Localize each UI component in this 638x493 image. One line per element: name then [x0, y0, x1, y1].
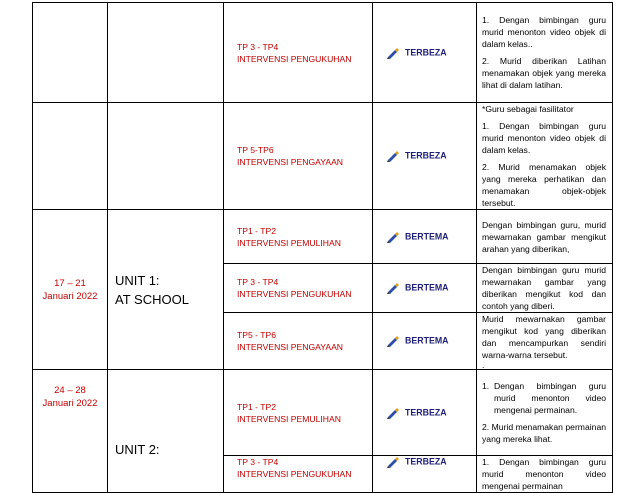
approach-cell: [373, 456, 477, 493]
week-cell: [33, 210, 108, 370]
tp-range: TP 3 - TP4: [237, 457, 279, 467]
activity-text: 1. Dengan bimbingan guru murid menonton video objek di dalam kelas.: [482, 121, 606, 155]
week-cell: [33, 370, 108, 493]
tp-intervention: INTERVENSI PENGAYAAN: [237, 157, 344, 167]
approach-cell: [373, 210, 477, 264]
approach-label: BERTEMA: [405, 282, 449, 293]
unit-cell: [108, 210, 224, 370]
approach-label: BERTEMA: [405, 230, 449, 241]
approach-cell: [373, 103, 477, 210]
tp-cell: [224, 456, 373, 493]
approach-label: TERBEZA: [405, 406, 447, 417]
activity-text: Dengan bimbingan guru murid menonton video mengenai permainan.: [494, 381, 606, 415]
approach-label: TERBEZA: [405, 150, 447, 161]
activity-text: 1. Dengan bimbingan guru murid menonton video mengenai permainan: [482, 457, 606, 491]
activity-list-item: [482, 380, 606, 416]
activity-text: .: [482, 360, 485, 370]
approach-cell: [373, 313, 477, 370]
tp-cell: [224, 370, 373, 456]
pen-icon: [386, 407, 400, 419]
approach-cell: [373, 370, 477, 456]
activity-cell: [477, 456, 613, 493]
activity-text: Dengan bimbingan guru murid mewarnakan gambar yang diberikan mengikut kod dan contoh yang diberi.: [482, 265, 606, 311]
pen-icon: [386, 282, 400, 294]
activity-cell: [477, 264, 613, 313]
week-month: Januari 2022: [42, 398, 98, 409]
table-row: [33, 370, 613, 456]
activity-text: 2. Murid menamakan permainan yang mereka lihat.: [482, 422, 606, 444]
activity-text: 2. Murid diberikan Latihan menamakan objek yang mereka lihat di dalam latihan.: [482, 56, 606, 90]
activity-text: 1. Dengan bimbingan guru murid menonton video objek di dalam kelas..: [482, 15, 606, 49]
unit-cell: [108, 370, 224, 493]
week-cell: [33, 3, 108, 103]
tp-intervention: INTERVENSI PENGAYAAN: [237, 342, 344, 352]
lesson-plan-table: [32, 2, 613, 493]
activity-cell: [477, 313, 613, 370]
pen-icon: [386, 150, 400, 162]
tp-intervention: INTERVENSI PEMULIHAN: [237, 237, 341, 248]
activity-text: Dengan bimbingan guru, murid mewarnakan gambar mengikut arahan yang diberikan,: [482, 219, 606, 254]
unit-title: AT SCHOOL: [115, 291, 189, 307]
pen-icon: [386, 231, 400, 243]
week-range: 24 – 28: [54, 385, 86, 396]
tp-range: TP 5-TP6: [237, 145, 274, 155]
tp-intervention: INTERVENSI PENGUKUHAN: [237, 469, 352, 479]
unit-number: UNIT 1:: [115, 272, 160, 288]
activity-cell: [477, 370, 613, 456]
tp-range: TP1 - TP2: [237, 225, 277, 236]
activity-cell: [477, 3, 613, 103]
tp-intervention: INTERVENSI PENGUKUHAN: [237, 289, 352, 299]
approach-label: TERBEZA: [405, 46, 447, 57]
pen-icon: [386, 335, 400, 347]
tp-cell: [224, 103, 373, 210]
tp-cell: [224, 3, 373, 103]
week-month: Januari 2022: [42, 290, 98, 302]
approach-label: TERBEZA: [405, 456, 447, 467]
activity-text: 2. Murid menamakan objek yang mereka perhatikan dan menamakan objek-objek tersebut.: [482, 162, 606, 208]
unit-cell: [108, 103, 224, 210]
pen-icon: [386, 47, 400, 59]
approach-label: BERTEMA: [405, 335, 449, 346]
unit-number: UNIT 2:: [115, 442, 160, 457]
pen-icon: [386, 456, 400, 468]
tp-intervention: INTERVENSI PENGUKUHAN: [237, 53, 352, 64]
approach-cell: [373, 3, 477, 103]
tp-range: TP 3 - TP4: [237, 277, 279, 287]
list-number: 1.: [482, 381, 490, 391]
week-range: 17 – 21: [54, 277, 86, 289]
table-row: [33, 210, 613, 264]
approach-cell: [373, 264, 477, 313]
tp-cell: [224, 210, 373, 264]
activity-text: *Guru sebagai fasilitator: [482, 104, 574, 114]
tp-intervention: INTERVENSI PEMULIHAN: [237, 413, 341, 424]
activity-text: Murid mewarnakan gambar mengikut kod yang diberikan dan mencampurkan sendiri warna-warna tersebut.: [482, 314, 606, 360]
unit-cell: [108, 3, 224, 103]
table-row: [33, 103, 613, 210]
activity-cell: [477, 103, 613, 210]
tp-range: TP 3 - TP4: [237, 41, 279, 52]
week-cell: [33, 103, 108, 210]
activity-cell: [477, 210, 613, 264]
tp-cell: [224, 313, 373, 370]
tp-cell: [224, 264, 373, 313]
tp-range: TP5 - TP6: [237, 330, 277, 340]
tp-range: TP1 - TP2: [237, 401, 277, 412]
table-row: [33, 3, 613, 103]
